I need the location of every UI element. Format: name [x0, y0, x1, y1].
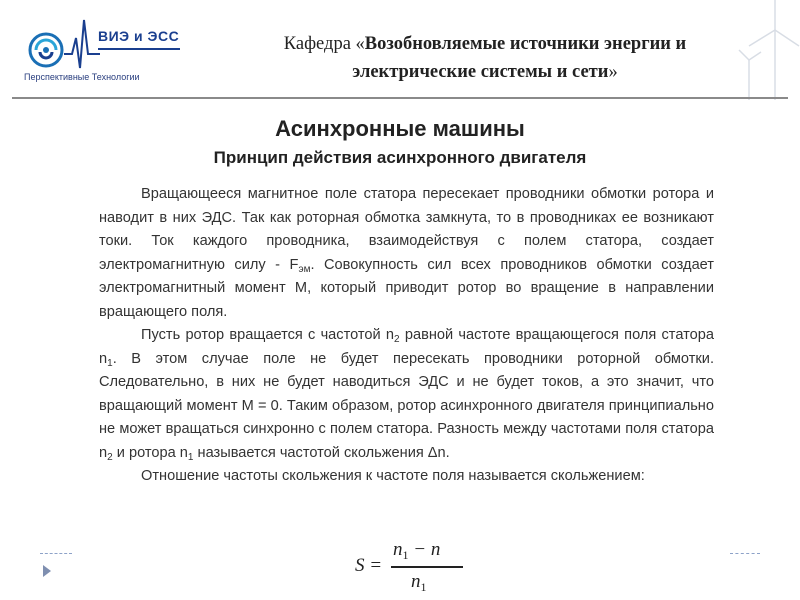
- p1-subscript: эм: [298, 263, 311, 275]
- dept-name-line-1: Возобновляемые источники энергии и: [364, 34, 687, 54]
- num-subscript: 1: [402, 548, 409, 562]
- slide-title: Асинхронные машины: [275, 116, 525, 141]
- p2-subscript-c: 2: [107, 451, 113, 463]
- p2-text-b: равной частоте вращающегося поля статора n: [99, 327, 714, 367]
- paragraph-2: [99, 324, 714, 465]
- paragraph-1: [99, 183, 714, 324]
- p3-text: Отношение частоты скольжения к частоте поля называется скольжением:: [141, 468, 645, 484]
- next-slide-arrow-icon[interactable]: [42, 564, 52, 578]
- institution-logo: [22, 14, 182, 84]
- p2-text-e: называется частотой скольжения Δn.: [193, 444, 450, 461]
- p2-text-a: Пусть ротор вращается с частотой n: [141, 327, 395, 343]
- den-n: n: [411, 571, 421, 592]
- p2-text-c: . В этом случае поле не будет пересекать проводники роторной обмотки. Следовательно, в них не будет наводиться ЭДС и не будет токов, а это значит, что вращающий момент М = 0. Таким образом, ротор асинхронного двигателя принципиально не может вращаться синхронно с полем статора. Разность между частотами поля статора n: [99, 350, 714, 461]
- swirl-logo-icon: [28, 32, 64, 68]
- dept-name-line-2: электрические системы и сети: [352, 62, 609, 82]
- logo-brand: ВИЭ и ЭСС: [98, 28, 180, 44]
- slip-formula: [355, 537, 465, 597]
- formula-lhs: S =: [355, 555, 383, 576]
- p1-text: Вращающееся магнитное поле статора пересекает проводники обмотки ротора и наводит в них ЭДС. Так как роторная обмотка замкнута, то в проводниках ее возникают токи. Ток каждого проводника, взаимодействуя с полем статора, создает электромагнитную силу - F: [99, 186, 714, 273]
- p1-text-end: . Совокупность сил всех проводников обмотки создает электромагнитный момент М, который приводит ротор во вращение в направлении вращающего поля.: [99, 256, 714, 320]
- formula-denominator: [411, 571, 427, 593]
- slide-subtitle: Принцип действия асинхронного двигателя: [213, 148, 587, 167]
- fraction-bar: [391, 566, 463, 568]
- num-minus-n: − n: [408, 539, 441, 560]
- num-n: n: [393, 539, 403, 560]
- footer-dash-left: [40, 553, 72, 554]
- slide-body: [99, 183, 714, 489]
- p2-subscript-d: 1: [187, 451, 194, 463]
- department-title: [205, 30, 765, 86]
- paragraph-3: [99, 465, 714, 489]
- wind-turbine-icon: [735, 0, 800, 100]
- p2-subscript-b: 1: [107, 357, 113, 369]
- dept-prefix: Кафедра «: [283, 34, 365, 54]
- header-divider: [12, 97, 788, 99]
- p2-subscript-a: 2: [394, 334, 400, 345]
- footer-dash-right: [730, 553, 760, 554]
- logo-tagline: Перспективные Технологии: [24, 72, 140, 82]
- p2-text-d: и ротора n: [112, 444, 188, 461]
- dept-suffix: »: [608, 62, 618, 82]
- logo-divider: [98, 48, 180, 50]
- formula-numerator: [393, 539, 440, 561]
- den-subscript: 1: [420, 580, 427, 594]
- lightning-wave-icon: [62, 16, 102, 71]
